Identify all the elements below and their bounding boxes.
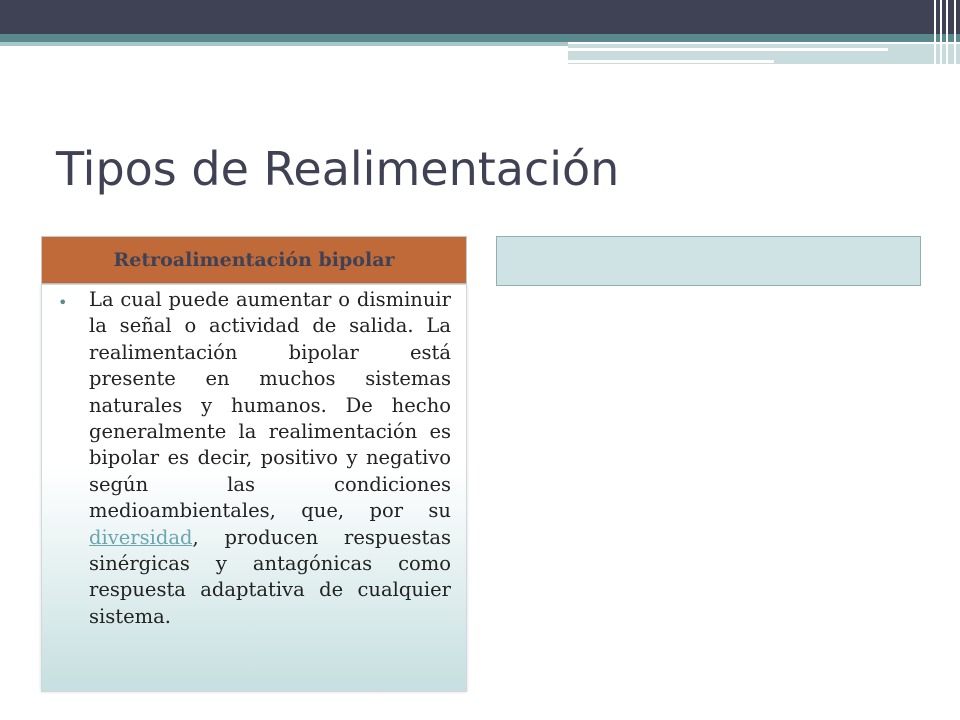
left-column-header-label: Retroalimentación bipolar	[113, 249, 395, 271]
bullet-icon: •	[58, 293, 68, 312]
teal-stripe	[0, 34, 960, 42]
left-column-header	[41, 236, 467, 284]
bullet-text-part-1: La cual puede aumentar o disminuir la señal o actividad de salida. La realimentación bipolar está presente en muchos sistemas naturales y humanos. De hecho generalmente la realimentación es bipolar es decir, positivo y negativo según las condiciones medioambientales, que, por su	[89, 288, 451, 523]
edge-decoration	[930, 0, 960, 64]
light-stripe	[0, 42, 568, 46]
diversidad-link[interactable]: diversidad	[89, 525, 193, 549]
top-decorative-bar	[0, 0, 960, 34]
decorative-line	[568, 48, 888, 51]
slide-title: Tipos de Realimentación	[56, 142, 620, 196]
bullet-text-part-2: , producen respuestas sinérgicas y antagónicas como respuesta adaptativa de cualquier sistema.	[89, 525, 451, 628]
bullet-text	[89, 287, 451, 630]
decorative-line	[568, 60, 774, 63]
right-column-header	[496, 236, 921, 286]
left-column-content	[41, 284, 467, 692]
